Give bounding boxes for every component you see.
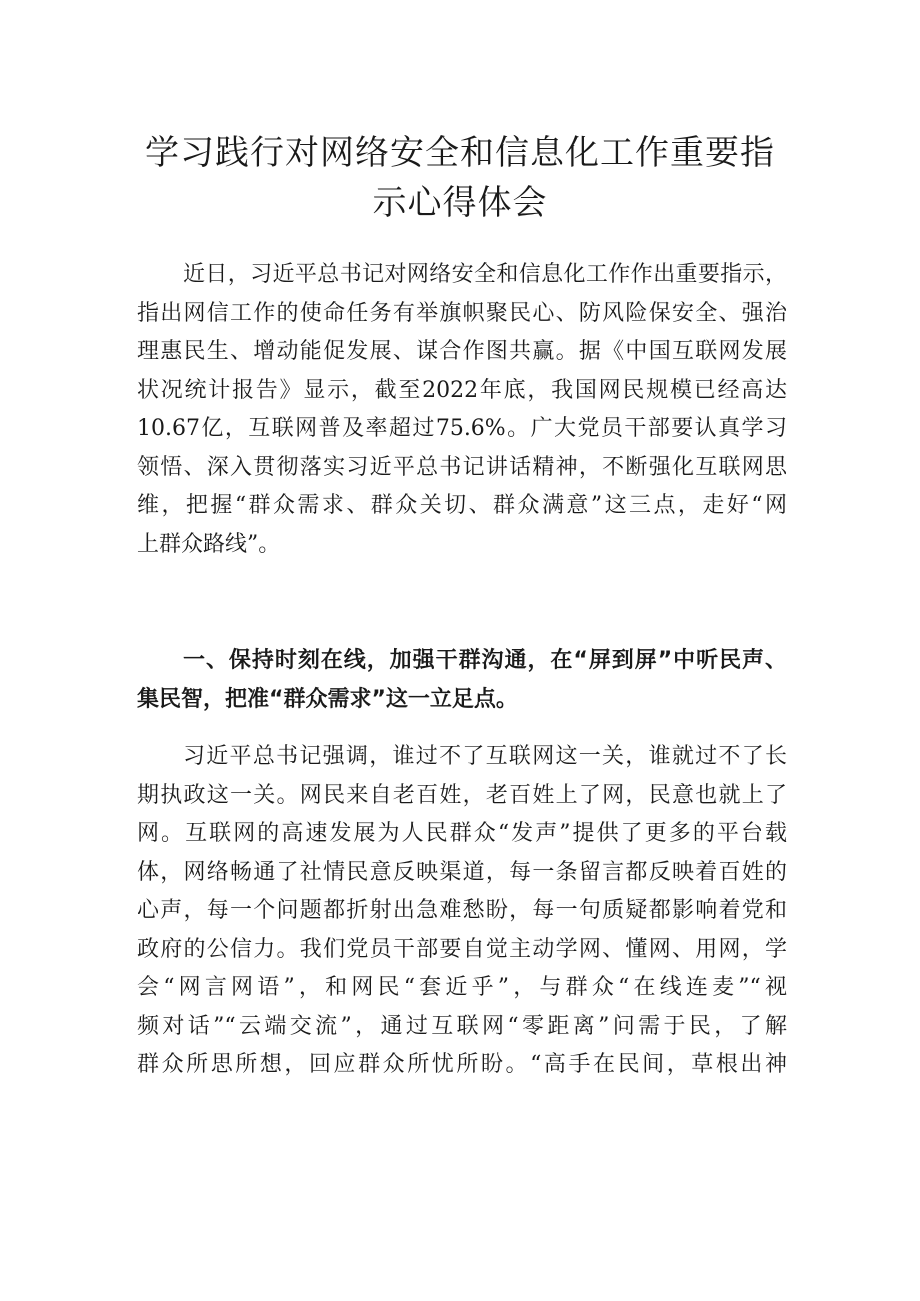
paragraph-line: 网。互联网的高速发展为人民群众“发声”提供了更多的平台载 bbox=[137, 821, 787, 846]
paragraph-line: 心声，每一个问题都折射出急难愁盼，每一句质疑都影响着党和 bbox=[137, 898, 787, 923]
paragraph-line: 领悟、深入贯彻落实习近平总书记讲话精神，不断强化互联网思 bbox=[137, 454, 787, 480]
paragraph-line: 期执政这一关。网民来自老百姓，老百姓上了网，民意也就上了 bbox=[137, 782, 787, 808]
paragraph-line: 理惠民生、增动能促发展、谋合作图共赢。据《中国互联网发展 bbox=[137, 339, 787, 364]
paragraph-line: 体，网络畅通了社情民意反映渠道，每一条留言都反映着百姓的 bbox=[137, 859, 787, 885]
paragraph-section-1 bbox=[137, 738, 787, 1085]
paragraph-line: 近日，习近平总书记对网络安全和信息化工作作出重要指示， bbox=[183, 262, 787, 287]
section-heading-1 bbox=[137, 642, 787, 719]
paragraph-line: 习近平总书记强调，谁过不了互联网这一关，谁就过不了长 bbox=[183, 744, 787, 769]
paragraph-line: 状况统计报告》显示，截至2022年底，我国网民规模已经高达 bbox=[137, 377, 787, 403]
paragraph-line: 会“网言网语”，和网民“套近乎”，与群众“在线连麦”“视 bbox=[137, 975, 787, 1000]
paragraph-intro bbox=[137, 256, 787, 564]
paragraph-line: 频对话”“云端交流”，通过互联网“零距离”问需于民，了解 bbox=[137, 1013, 787, 1039]
title-line-2: 示心得体会 bbox=[372, 183, 548, 223]
paragraph-line: 指出网信工作的使命任务有举旗帜聚民心、防风险保安全、强治 bbox=[137, 300, 787, 326]
document-title bbox=[120, 128, 800, 228]
heading-line: 集民智，把准“群众需求”这一立足点。 bbox=[137, 686, 518, 712]
paragraph-line: 10.67亿，互联网普及率超过75.6%。广大党员干部要认真学习 bbox=[137, 416, 787, 441]
paragraph-line: 政府的公信力。我们党员干部要自觉主动学网、懂网、用网，学 bbox=[137, 936, 787, 962]
paragraph-line: 群众所思所想，回应群众所忧所盼。“高手在民间，草根出神 bbox=[137, 1052, 787, 1077]
title-line-1: 学习践行对网络安全和信息化工作重要指 bbox=[145, 133, 775, 173]
heading-line: 一、保持时刻在线，加强干群沟通，在“屏到屏”中听民声、 bbox=[183, 648, 787, 673]
paragraph-line: 维，把握“群众需求、群众关切、群众满意”这三点，走好“网 bbox=[137, 493, 787, 518]
paragraph-line: 上群众路线”。 bbox=[137, 531, 281, 557]
